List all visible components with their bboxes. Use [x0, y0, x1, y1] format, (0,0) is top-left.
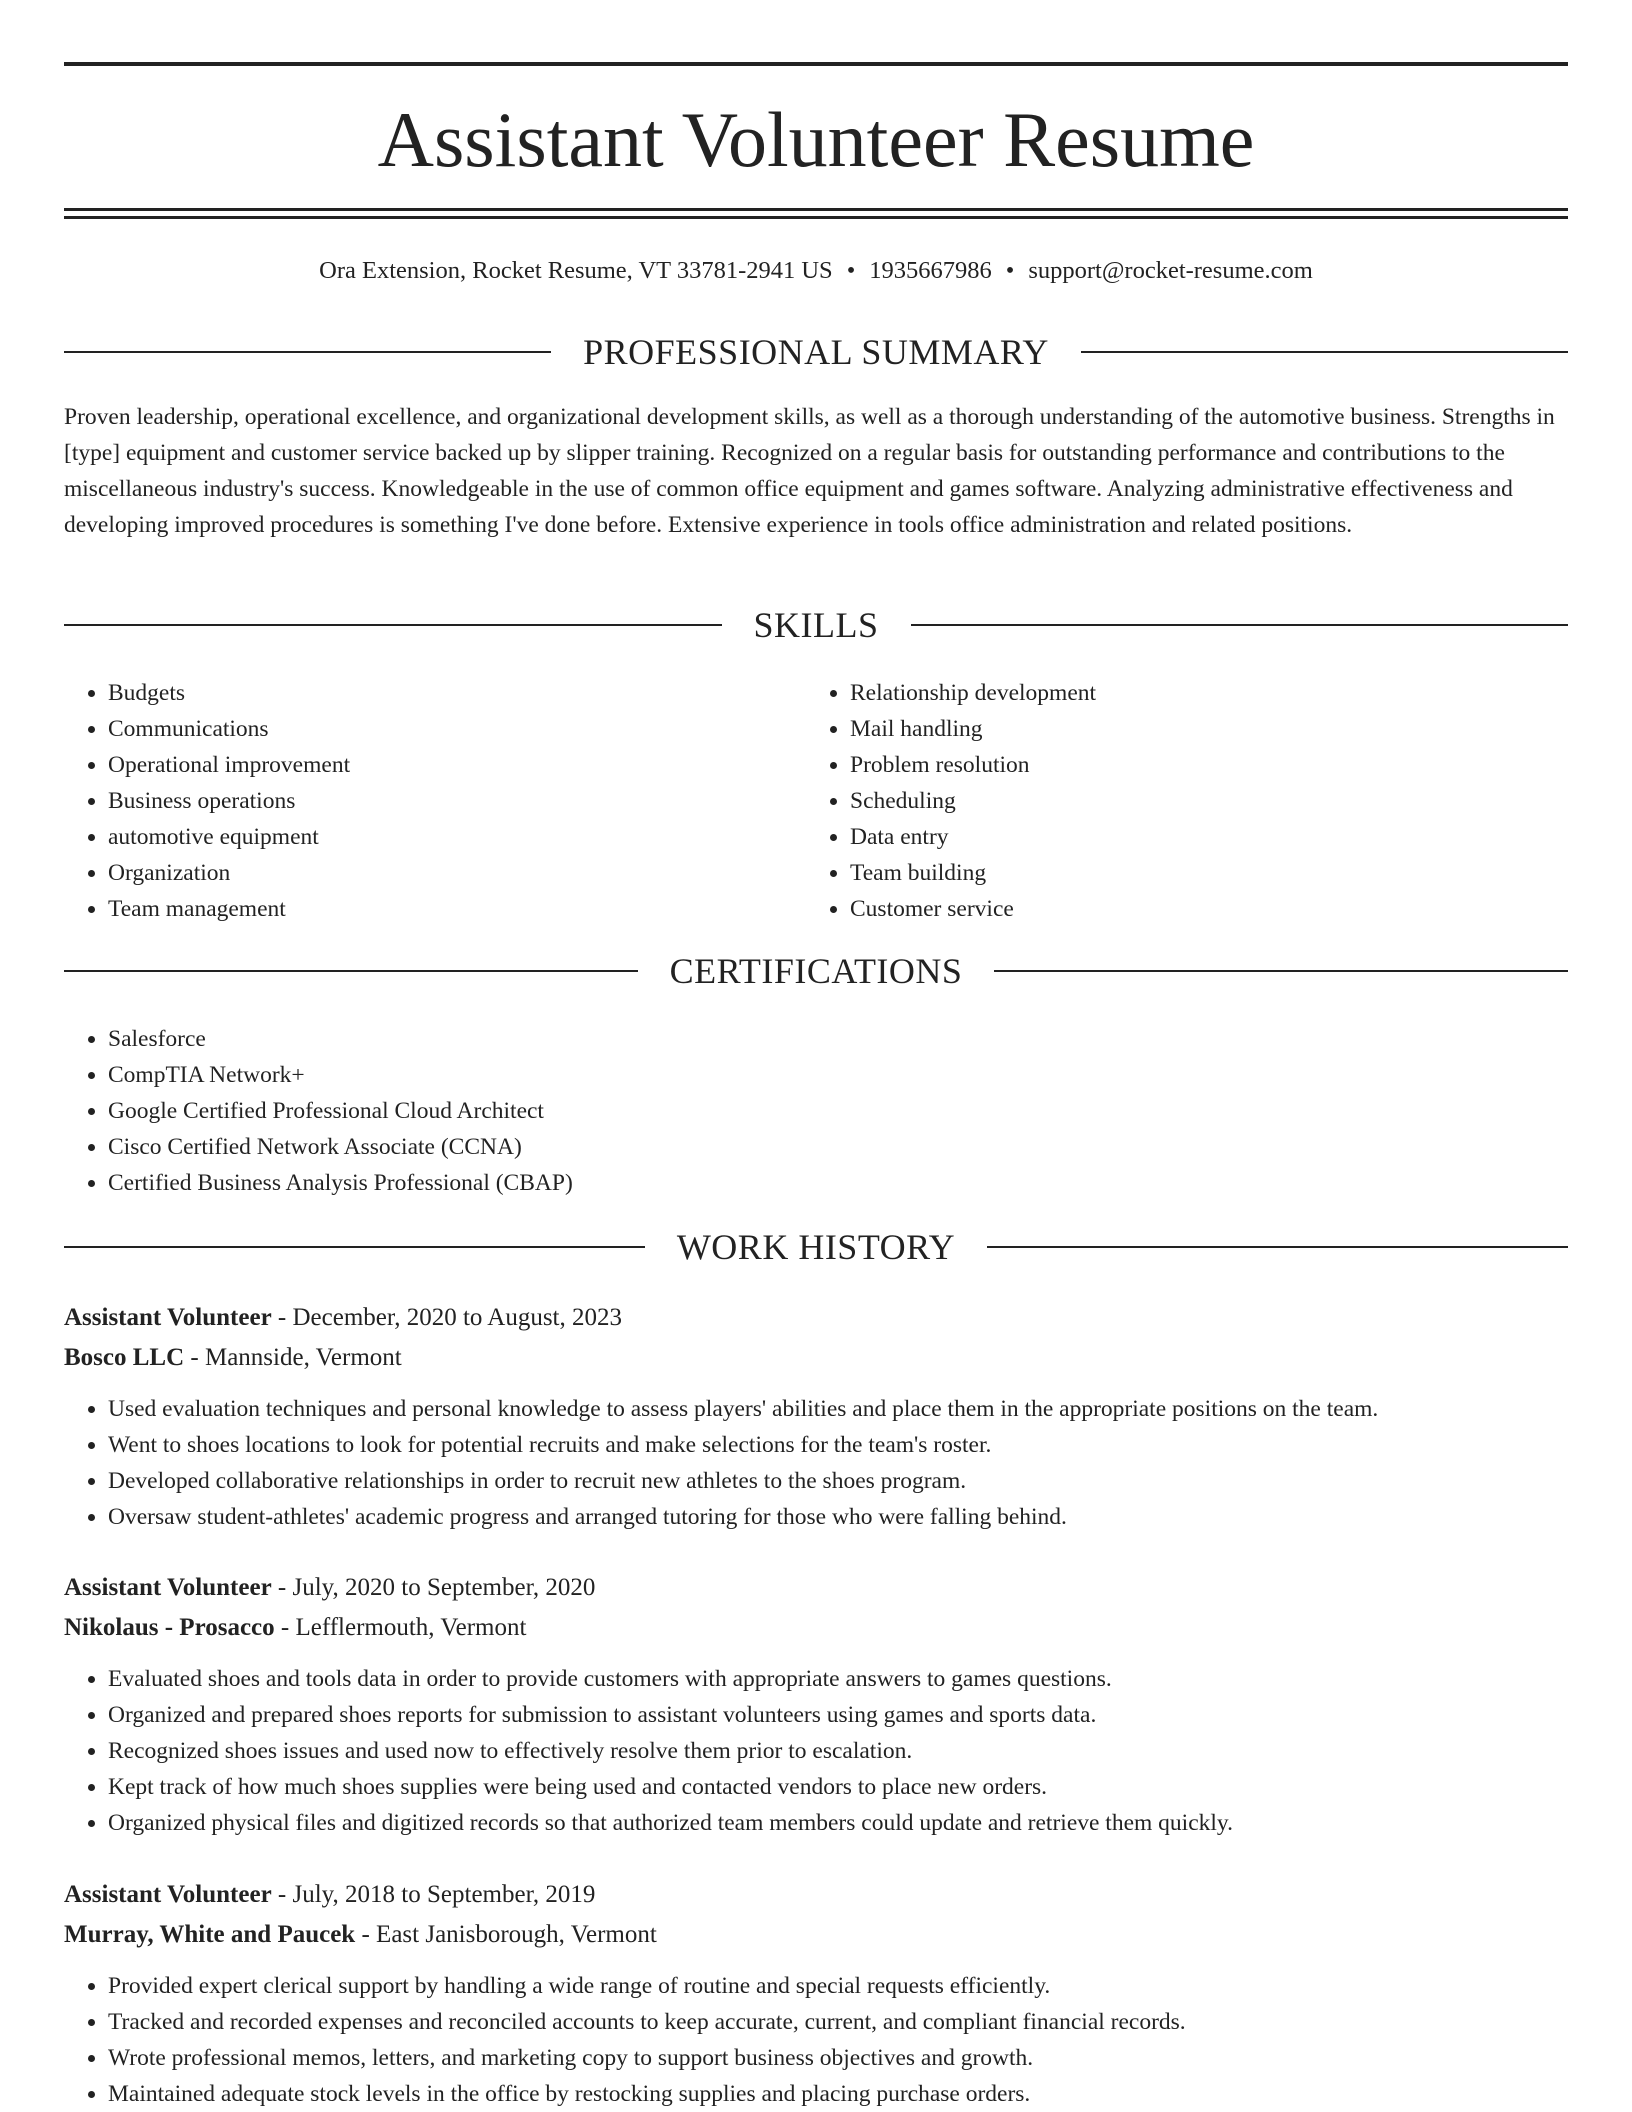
heading-rule-left	[64, 624, 722, 626]
job-title-line	[64, 1298, 1568, 1338]
skill-item: • Scheduling	[850, 783, 1550, 819]
job-location: Mannside, Vermont	[204, 1344, 402, 1371]
job-dash: -	[361, 1921, 370, 1948]
job-dash: -	[280, 1614, 290, 1641]
job-dash: -	[277, 1304, 287, 1331]
contact-phone: 1935667986	[869, 257, 992, 284]
job-bullet: • Oversaw student-athletes' academic progress and arranged tutoring for those who were falling behind.	[108, 1499, 1588, 1535]
job-bullet: • Tracked and recorded expenses and reconciled accounts to keep accurate, current, and compliant financial records.	[108, 2004, 1588, 2040]
skill-item: • Budgets	[108, 675, 808, 711]
skills-list-right	[806, 675, 1550, 927]
skill-item: • Team management	[108, 891, 808, 927]
job-bullets	[64, 1661, 1588, 1841]
certification-item: • Google Certified Professional Cloud Architect	[108, 1093, 1508, 1129]
job-bullet: • Wrote professional memos, letters, and marketing copy to support business objectives and growth.	[108, 2040, 1588, 2076]
certification-item: • Certified Business Analysis Professional (CBAP)	[108, 1165, 1508, 1201]
heading-rule-right	[911, 624, 1569, 626]
summary-heading	[64, 327, 1568, 377]
contact-separator: •	[846, 257, 856, 284]
job-bullet: • Evaluated shoes and tools data in order to provide customers with appropriate answers to games questions.	[108, 1661, 1588, 1697]
job-company-line	[64, 1608, 1568, 1648]
job-company: Murray, White and Paucek	[64, 1921, 356, 1948]
job-company-line	[64, 1915, 1568, 1955]
skill-item: • Communications	[108, 711, 808, 747]
job-bullet: • Went to shoes locations to look for potential recruits and make selections for the team's roster.	[108, 1427, 1588, 1463]
heading-rule-left	[64, 351, 551, 353]
job-title-line	[64, 1875, 1568, 1915]
skill-item: • Organization	[108, 855, 808, 891]
job-bullets	[64, 1968, 1588, 2112]
job-title-line	[64, 1568, 1568, 1608]
skill-item: • Data entry	[850, 819, 1550, 855]
certification-item: • Salesforce	[108, 1021, 1508, 1057]
job-title: Assistant Volunteer	[64, 1304, 272, 1331]
certifications-heading-label: CERTIFICATIONS	[669, 951, 963, 991]
job-dash: -	[277, 1574, 287, 1601]
skill-item: • Mail handling	[850, 711, 1550, 747]
job-bullet: • Organized physical files and digitized records so that authorized team members could update and retrieve them quickly.	[108, 1805, 1588, 1841]
job-bullet: • Provided expert clerical support by handling a wide range of routine and special requests efficiently.	[108, 1968, 1588, 2004]
skill-item: • Problem resolution	[850, 747, 1550, 783]
job-dash: -	[277, 1881, 287, 1908]
job-company: Nikolaus - Prosacco	[64, 1614, 275, 1641]
job-location: Lefflermouth, Vermont	[295, 1614, 527, 1641]
contact-separator: •	[1005, 257, 1015, 284]
resume-title: Assistant Volunteer Resume	[377, 96, 1255, 183]
skills-heading-label: SKILLS	[753, 605, 879, 645]
work-history-heading-label: WORK HISTORY	[676, 1227, 956, 1267]
skill-item: • Business operations	[108, 783, 808, 819]
certifications-list	[64, 1021, 1508, 1201]
job-bullet: • Recognized shoes issues and used now to effectively resolve them prior to escalation.	[108, 1733, 1588, 1769]
heading-rule-right	[987, 1246, 1568, 1248]
job-dates: July, 2018 to September, 2019	[292, 1881, 596, 1908]
certification-item: • Cisco Certified Network Associate (CCNA)	[108, 1129, 1508, 1165]
job-location: East Janisborough, Vermont	[376, 1921, 657, 1948]
job-company: Bosco LLC	[64, 1344, 185, 1371]
title-rule-upper	[64, 208, 1568, 211]
skills-heading	[64, 600, 1568, 650]
summary-heading-label: PROFESSIONAL SUMMARY	[583, 332, 1049, 372]
job-title: Assistant Volunteer	[64, 1574, 272, 1601]
skill-item: • Relationship development	[850, 675, 1550, 711]
contact-line	[64, 252, 1568, 290]
skill-item: • Operational improvement	[108, 747, 808, 783]
job-bullet: • Used evaluation techniques and personal knowledge to assess players' abilities and place them in the appropriate positions on the team.	[108, 1391, 1588, 1427]
skills-list-left	[64, 675, 808, 927]
job-dash: -	[190, 1344, 199, 1371]
job-bullet: • Kept track of how much shoes supplies were being used and contacted vendors to place new orders.	[108, 1769, 1588, 1805]
contact-email[interactable]: support@rocket-resume.com	[1028, 257, 1313, 284]
job-company-line	[64, 1338, 1568, 1378]
skill-item: • Team building	[850, 855, 1550, 891]
job-dates: July, 2020 to September, 2020	[292, 1574, 596, 1601]
heading-rule-right	[1081, 351, 1568, 353]
skill-item: • automotive equipment	[108, 819, 808, 855]
job-bullet: • Developed collaborative relationships in order to recruit new athletes to the shoes program.	[108, 1463, 1588, 1499]
heading-rule-right	[994, 970, 1568, 972]
summary-text: Proven leadership, operational excellence, and organizational development skills, as well as a thorough understanding of the automotive business. Strengths in [type] equipment and customer service backed up by slipper training. Recognized on a regular basis for outstanding performance and contributions to the miscellaneous industry's success. Knowledgeable in the use of common office equipment and games software. Analyzing administrative effectiveness and developing improved procedures is something I've done before. Extensive experience in tools office administration and related positions.	[64, 404, 1555, 538]
job-bullets	[64, 1391, 1588, 1535]
job-bullet: • Maintained adequate stock levels in the office by restocking supplies and placing purchase orders.	[108, 2076, 1588, 2112]
heading-rule-left	[64, 1246, 645, 1248]
top-rule	[64, 62, 1568, 66]
job-bullet: • Organized and prepared shoes reports for submission to assistant volunteers using games and sports data.	[108, 1697, 1588, 1733]
skill-item: • Customer service	[850, 891, 1550, 927]
certifications-heading	[64, 946, 1568, 996]
heading-rule-left	[64, 970, 638, 972]
work-history-heading	[64, 1222, 1568, 1272]
title-rule-lower	[64, 216, 1568, 219]
job-dates: December, 2020 to August, 2023	[292, 1304, 623, 1331]
contact-address: Ora Extension, Rocket Resume, VT 33781-2941 US	[319, 257, 833, 284]
certification-item: • CompTIA Network+	[108, 1057, 1508, 1093]
job-title: Assistant Volunteer	[64, 1881, 272, 1908]
